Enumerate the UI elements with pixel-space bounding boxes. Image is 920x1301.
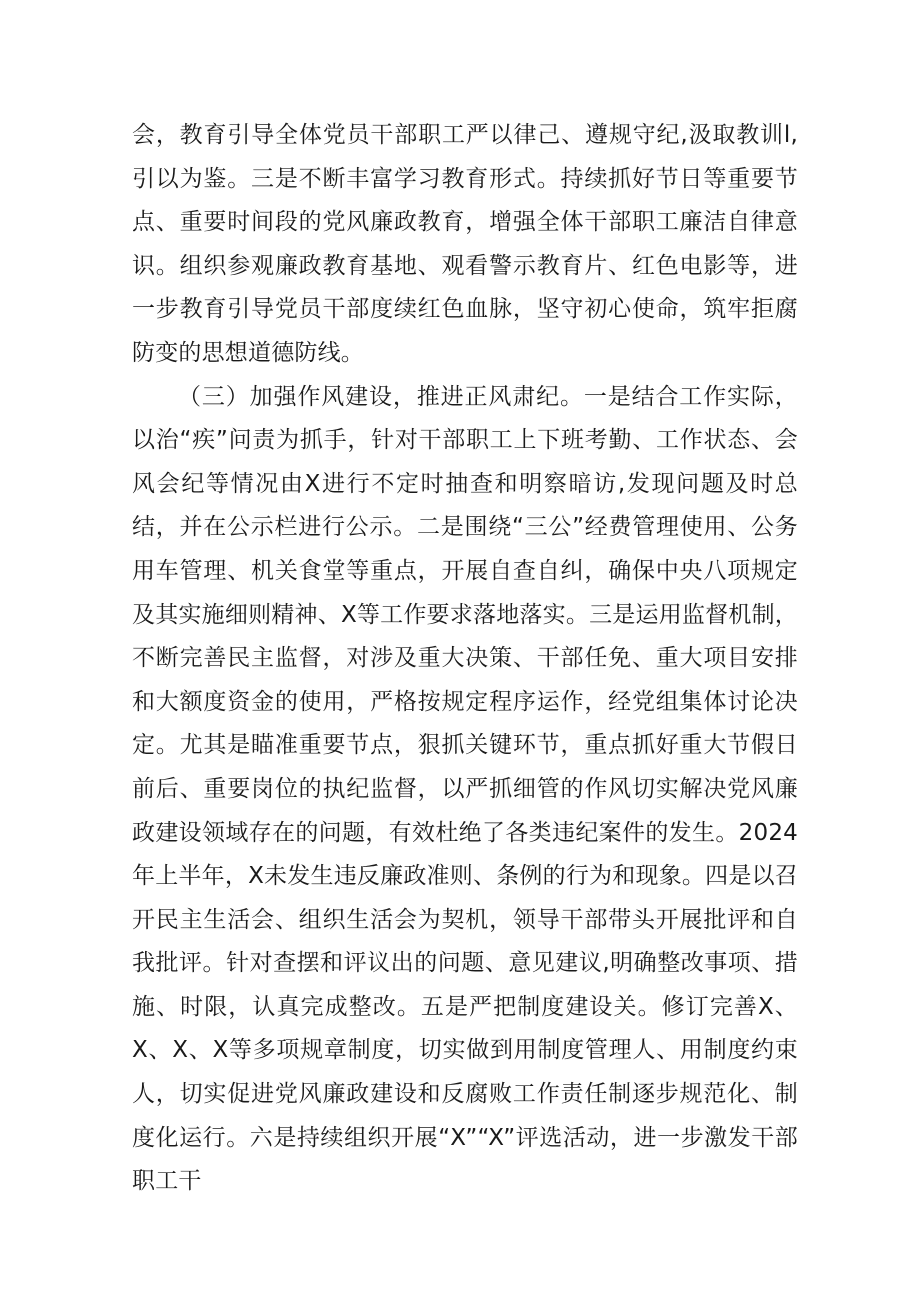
paragraph-section-three: （三）加强作风建设，推进正风肃纪。一是结合工作实际，以治“疾”问责为抓手，针对干部职工上下班考勤、工作状态、会风会纪等情况由X进行不定时抽查和明察暗访,发现问题及时总结，并在公示栏进行公示。二是围绕“三公”经费管理使用、公务用车管理、机关食堂等重点，开展自查自纠，确保中央八项规定及其实施细则精神、X等工作要求落地落实。三是运用监督机制，不断完善民主监督，对涉及重大决策、干部任免、重大项目安排和大额度资金的使用，严格按规定程序运作，经党组集体讨论决定。尤其是瞄准重要节点，狠抓关键环节，重点抓好重大节假日前后、重要岗位的执纪监督，以严抓细管的作风切实解决党风廉政建设领域存在的问题，有效杜绝了各类违纪案件的发生。2024年上半年，X未发生违反廉政准则、条例的行为和现象。四是以召开民主生活会、组织生活会为契机，领导干部带头开展批评和自我批评。针对查摆和评议出的问题、意见建议,明确整改事项、措施、时限，认真完成整改。五是严把制度建设关。修订完善X、X、X、X等多项规章制度，切实做到用制度管理人、用制度约束人，切实促进党风廉政建设和反腐败工作责任制逐步规范化、制度化运行。六是持续组织开展“X”“X”评选活动，进一步激发干部职工干 [132, 383, 798, 1195]
document-body [132, 114, 798, 1204]
paragraph-continuation: 会，教育引导全体党员干部职工严以律己、遵规守纪,汲取教训l,引以为鉴。三是不断丰富学习教育形式。持续抓好节日等重要节点、重要时间段的党风廉政教育，增强全体干部职工廉洁自律意识。组织参观廉政教育基地、观看警示教育片、红色电影等，进一步教育引导党员干部度续红色血脉，坚守初心使命，筑牢拒腐防变的思想道德防线。 [132, 122, 798, 366]
